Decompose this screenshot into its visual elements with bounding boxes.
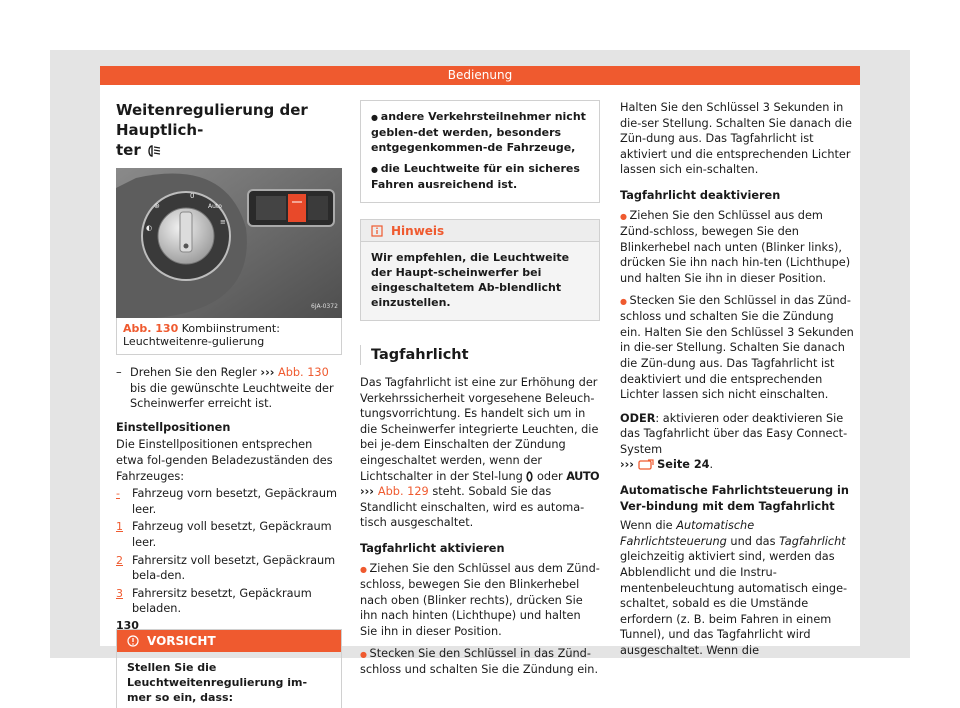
position-text: Fahrersitz voll besetzt, Gepäckraum bela-den. (132, 553, 336, 583)
dash-marker: – (116, 366, 122, 379)
bullet-icon: ● (620, 211, 630, 221)
oder-label: ODER (620, 411, 656, 425)
instruction-row (116, 365, 342, 412)
figure-code: 6JA-0372 (311, 303, 338, 310)
hint-title: Hinweis (391, 223, 445, 238)
warning-circle-icon (127, 635, 139, 647)
svg-text:Auto: Auto (208, 203, 222, 210)
bullet-item (620, 208, 854, 287)
page-header: Bedienung (100, 66, 860, 85)
position-number: 2 (116, 553, 123, 567)
bullet-text: die Leuchtweite für ein sicheres Fahren ausreichend ist. (371, 162, 580, 191)
position-number: 3 (116, 586, 123, 600)
subsection-title-deaktivieren: Tagfahrlicht deaktivieren (620, 188, 781, 202)
figure-light-switch (116, 168, 342, 318)
bullet-item (360, 646, 600, 678)
caution-header (117, 630, 341, 652)
auto-position-label: AUTO (566, 469, 600, 483)
svg-text:≡: ≡ (220, 218, 226, 226)
ref-link-abb129[interactable]: Abb. 129 (377, 485, 429, 499)
easy-connect-icon (638, 459, 654, 471)
figure-label: Abb. 130 (123, 322, 179, 335)
caution-box (116, 629, 342, 708)
bullet-text: Stecken Sie den Schlüssel in das Zünd-schloss und schalten Sie die Zündung ein. (360, 646, 599, 677)
position-text: Fahrersitz besetzt, Gepäckraum beladen. (132, 586, 312, 616)
bullet-text: Ziehen Sie den Schlüssel aus dem Zünd-schloss, bewegen Sie den Blinkerhebel nach oben (Blinker rechts), drücken Sie ihn nach hinten (Lichthupe) und halten Sie ihn in dieser Position. (360, 561, 600, 638)
automatic-paragraph: Wenn die Automatische Fahrlichtsteuerung und das Tagfahrlicht gleichzeitig aktiviert sind, werden das Abblendlicht und die Instru-mentenbeleuchtung automatisch einge-schaltet, sobald es die Umstände erfordern (z. B. beim Fahren in einem Tunnel), und das Tagfahrlicht wird ausgeschaltet. Wenn die (620, 519, 848, 657)
caution-continued-list (361, 101, 599, 202)
hint-box (360, 219, 600, 321)
headlight-range-icon (146, 144, 162, 158)
deactivate-list (620, 208, 854, 403)
caution-title: VORSICHT (147, 633, 216, 648)
position-item (116, 486, 342, 517)
svg-text:⊛: ⊛ (154, 202, 160, 210)
instruction-text: Drehen Sie den Regler ››› Abb. 130 bis die gewünschte Leuchtweite der Scheinwerfer erreicht ist. (130, 366, 334, 411)
positions-list (116, 486, 342, 617)
ref-link-seite24[interactable]: Seite 24 (657, 458, 710, 472)
bullet-item (620, 293, 854, 403)
column-middle (360, 100, 600, 678)
subsection-title-einstellpositionen: Einstellpositionen (116, 420, 231, 434)
heading-line2: ter (116, 141, 141, 159)
bullet-text: andere Verkehrsteilnehmer nicht geblen-det werden, besonders entgegenkommen-de Fahrzeuge, (371, 110, 586, 154)
hint-header (361, 220, 599, 242)
bullet-text: Ziehen Sie den Schlüssel aus dem Zünd-schloss, bewegen Sie den Blinkerhebel nach unten (Blinker links), drücken Sie ihn nach hin-ten (Lichthupe) und halten Sie ihn in dieser Position. (620, 208, 851, 285)
subsection-title-automatisch: Automatische Fahrlichtsteuerung in Ver-bindung mit dem Tagfahrlicht (620, 484, 849, 513)
position-number: - (116, 487, 120, 501)
position-item (116, 519, 342, 550)
subsection-intro: Die Einstellpositionen entsprechen etwa fol-genden Beladezuständen des Fahrzeuges: (116, 438, 333, 483)
bullet-icon: ● (371, 113, 381, 122)
arrow-ref-icon: ››› (620, 458, 634, 472)
svg-text:0: 0 (190, 192, 195, 200)
subsection-title-aktivieren: Tagfahrlicht aktivieren (360, 541, 505, 555)
section-heading-leuchtweite (116, 100, 342, 160)
tagfahrlicht-intro: Das Tagfahrlicht ist eine zur Erhöhung der Verkehrssicherheit vorgesehene Beleuch-tungsvorrichtung. Es handelt sich um in die Scheinwerfer integrierte Leuchten, die bei je-dem Einschalten der Zündung eingeschaltet werden, wenn der Lichtschalter in der Stel-lung oder AUTO ››› Abb. 129 steht. Sobald Sie das Standlicht einschalten, wird es automa-tisch ausgeschaltet. (360, 376, 600, 530)
caution-continued-box (360, 100, 600, 203)
figure-caption-text: Kombiinstrument: Leuchtweitenre-gulierung (123, 322, 280, 348)
light-switch-illustration (116, 168, 342, 318)
position-item (116, 586, 342, 617)
bullet-item (371, 109, 589, 155)
bullet-item (371, 161, 589, 192)
hint-text: Wir empfehlen, die Leuchtweite der Haupt-scheinwerfer bei eingeschaltetem Ab-blendlicht einzustellen. (361, 242, 599, 320)
svg-text:◐: ◐ (146, 224, 153, 232)
bullet-icon: ● (360, 649, 370, 659)
position-number: 1 (116, 520, 123, 534)
ref-link-abb130[interactable]: Abb. 130 (277, 366, 329, 379)
column-left (116, 100, 342, 708)
activate-list (360, 561, 600, 678)
oder-paragraph: ODER: aktivieren oder deaktivieren Sie das Tagfahrlicht über das Easy Connect-System ››› Seite 24. (620, 411, 848, 472)
bullet-item (360, 561, 600, 640)
activate-continued-text: Halten Sie den Schlüssel 3 Sekunden in die-ser Stellung. Schalten Sie danach die Zün-dung aus. Das Tagfahrlicht ist aktiviert und die entsprechenden Lichter lassen sich ein-schalten. (620, 101, 852, 177)
figure-caption (116, 318, 342, 355)
info-icon (371, 225, 383, 237)
column-right (620, 100, 854, 659)
position-text: Fahrzeug voll besetzt, Gepäckraum leer. (132, 520, 332, 549)
position-text: Fahrzeug vorn besetzt, Gepäckraum leer. (132, 487, 337, 516)
position-item (116, 553, 342, 584)
heading-line1: Weitenregulierung der Hauptlich- (116, 101, 308, 139)
page-number: 130 (116, 619, 139, 632)
arrow-ref-icon: ››› (260, 366, 275, 379)
caution-text: Stellen Sie die Leuchtweitenregulierung im-mer so ein, dass: (127, 660, 308, 704)
bullet-icon: ● (371, 165, 381, 174)
bullet-icon: ● (620, 296, 630, 306)
bullet-text: Stecken Sie den Schlüssel in das Zünd-schloss und schalten Sie die Zündung ein. Halten Sie den Schlüssel 3 Sekunden in die-ser Stellung. Schalten Sie danach die Zün-dung aus. Das Tagfahrlicht ist deaktiviert und die entsprechenden Lichter lassen sich nicht einschalten. (620, 293, 854, 402)
arrow-ref-icon: ››› (360, 485, 378, 499)
section-heading-tagfahrlicht: Tagfahrlicht (360, 345, 600, 365)
bullet-icon: ● (360, 564, 370, 574)
